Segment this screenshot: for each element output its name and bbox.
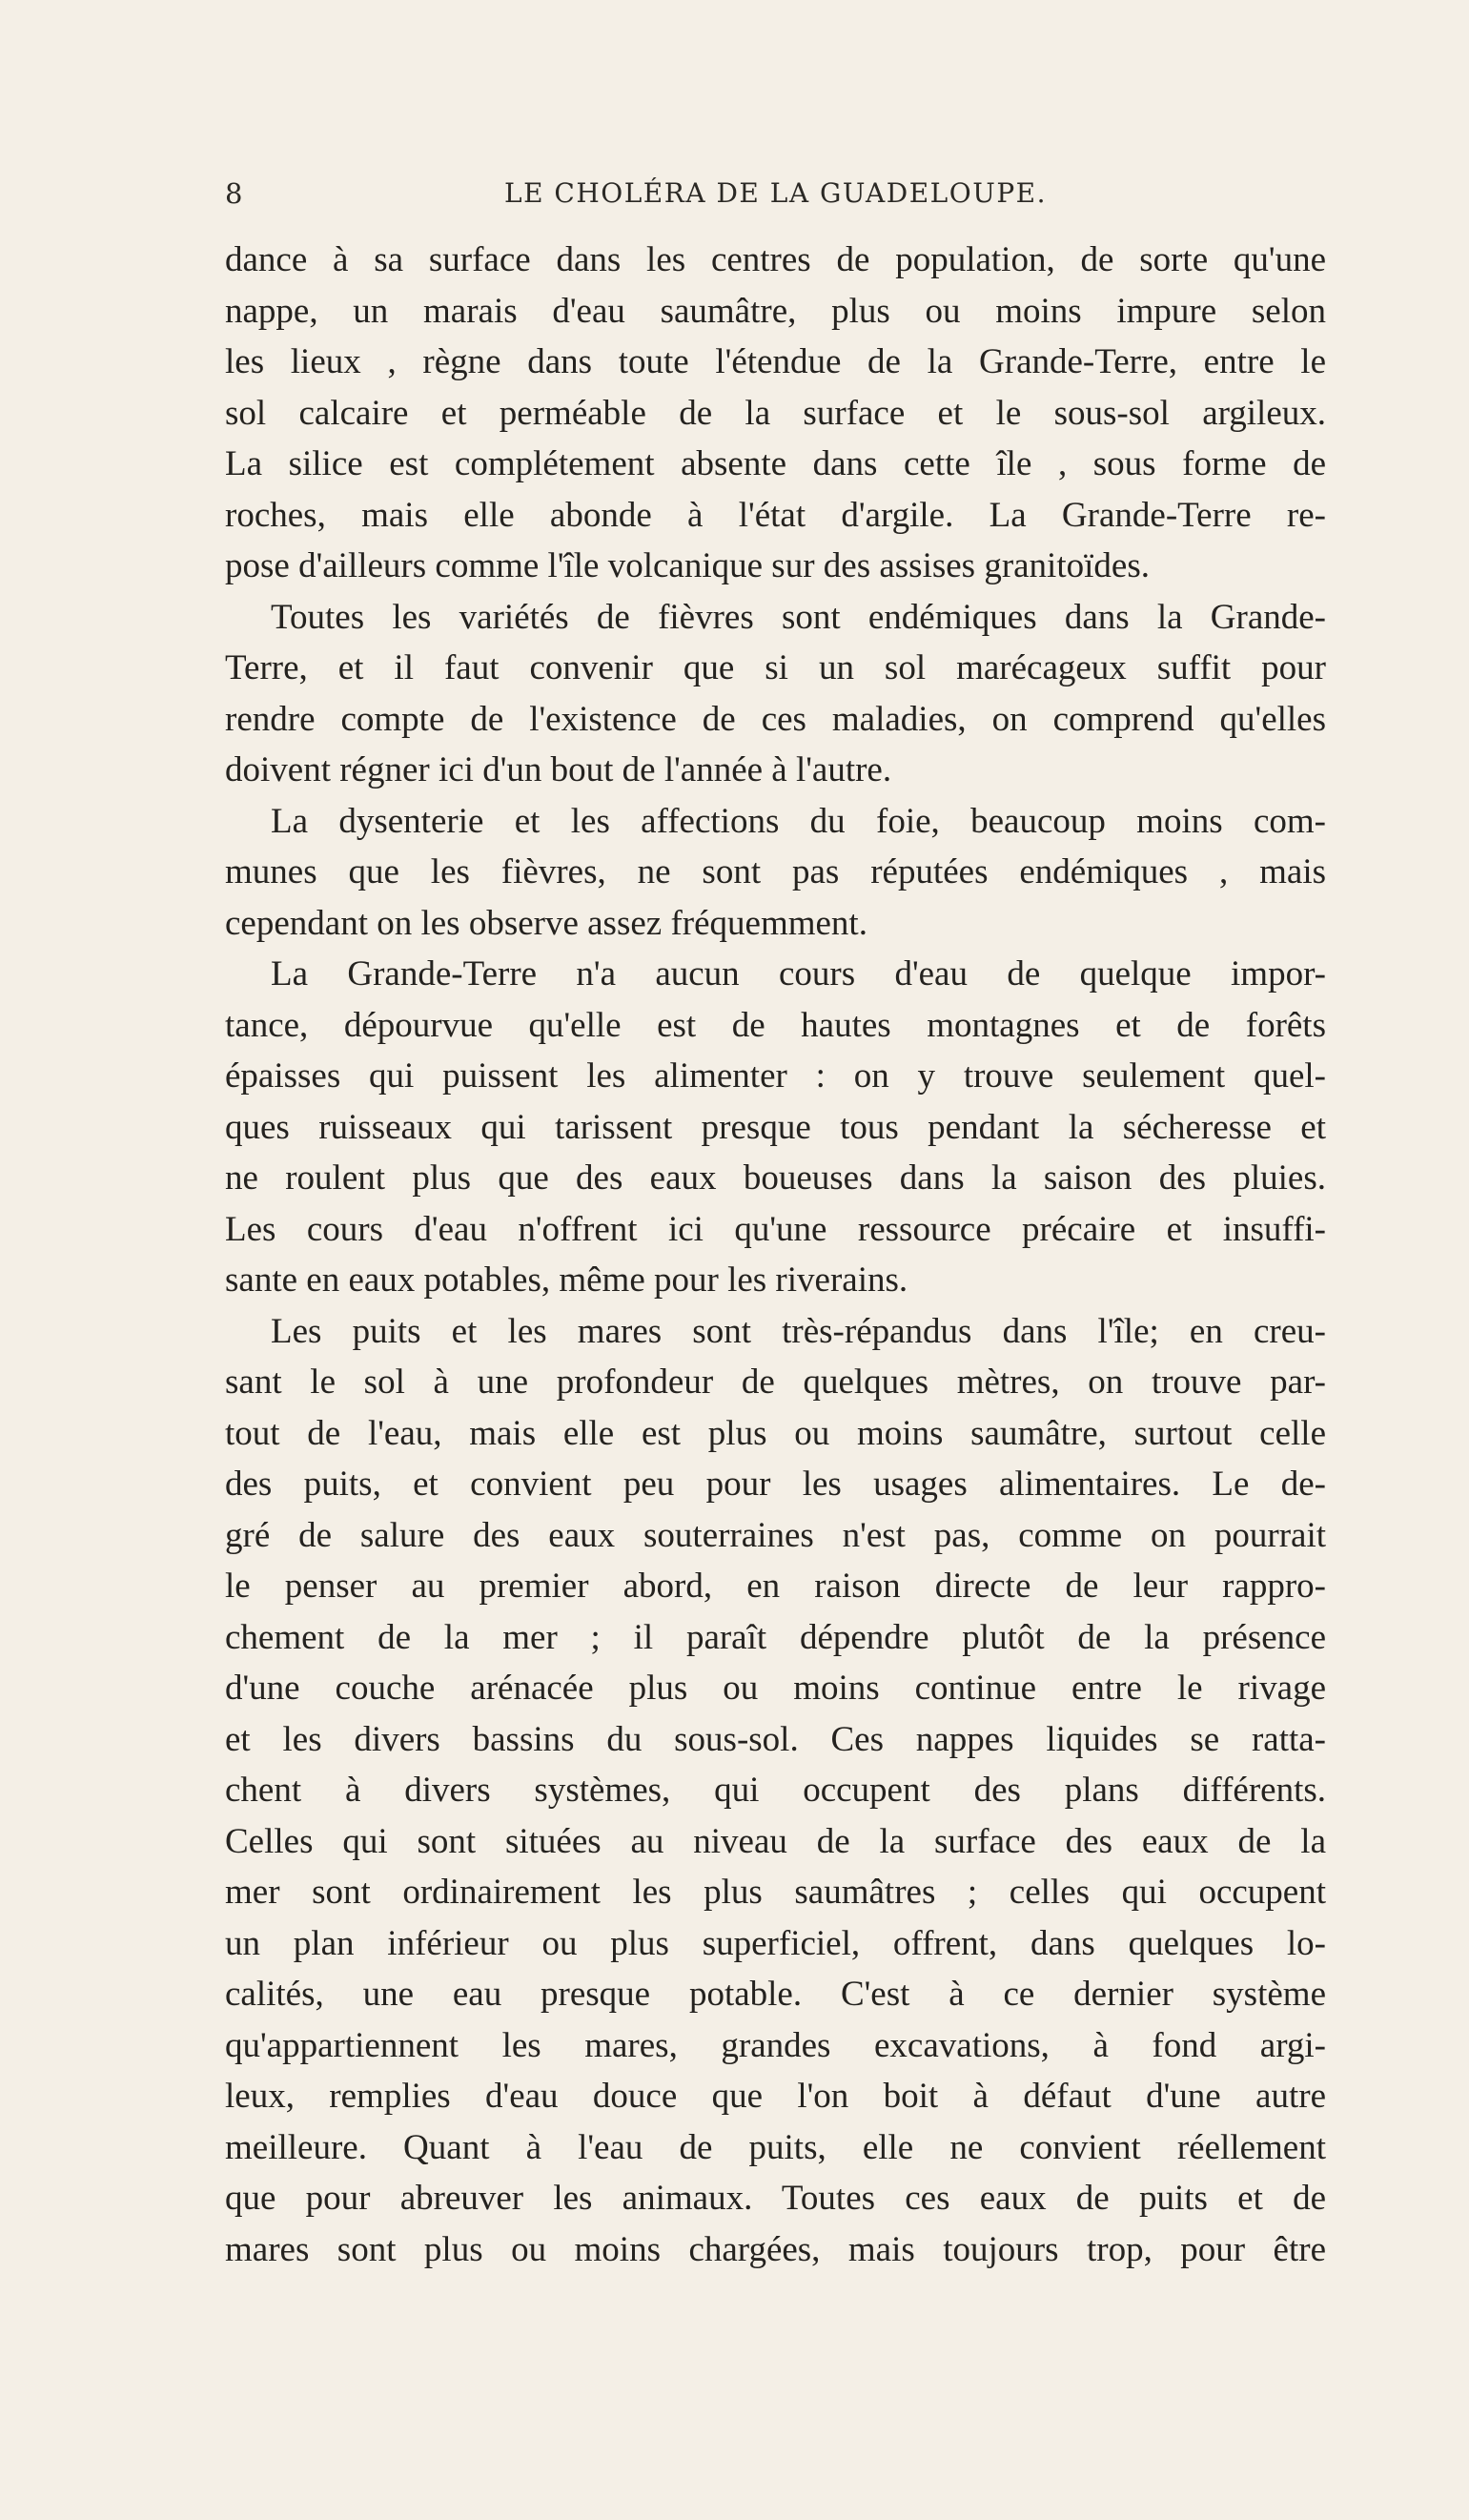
text-line: leux, remplies d'eau douce que l'on boit à défaut d'une autre [225,2077,1326,2116]
text-line: tout de l'eau, mais elle est plus ou moins saumâtre, surtout celle [225,1413,1326,1453]
text-line: Celles qui sont situées au niveau de la surface des eaux de la [225,1821,1326,1861]
text-line: épaisses qui puissent les alimenter : on y trouve seulement quel- [225,1056,1326,1096]
body-text [225,235,1326,2275]
text-line: Les cours d'eau n'offrent ici qu'une ressource précaire et insuffi- [225,1209,1326,1249]
text-line: cependant on les observe assez fréquemment. [225,903,867,943]
running-title: LE CHOLÉRA DE LA GUADELOUPE. [503,177,1047,209]
text-line: sol calcaire et perméable de la surface et le sous-sol argileux. [225,393,1326,433]
text-line: Toutes les variétés de fièvres sont endémiques dans la Grande- [271,597,1326,637]
text-line: chent à divers systèmes, qui occupent des plans différents. [225,1771,1326,1810]
page-header [225,177,1326,221]
text-line: des puits, et convient peu pour les usages alimentaires. Le de- [225,1465,1326,1504]
text-line: rendre compte de l'existence de ces maladies, on comprend qu'elles [225,699,1326,739]
text-line: que pour abreuver les animaux. Toutes ces eaux de puits et de [225,2179,1326,2218]
text-line: tance, dépourvue qu'elle est de hautes montagnes et de forêts [225,1005,1326,1045]
text-line: La silice est complétement absente dans cette île , sous forme de [225,444,1326,483]
text-line: un plan inférieur ou plus superficiel, offrent, dans quelques lo- [225,1923,1326,1963]
text-line: qu'appartiennent les mares, grandes excavations, à fond argi- [225,2025,1326,2065]
text-line: doivent régner ici d'un bout de l'année à l'autre. [225,750,892,789]
text-line: ne roulent plus que des eaux boueuses dans la saison des pluies. [225,1158,1326,1198]
text-line: pose d'ailleurs comme l'île volcanique sur des assises granitoïdes. [225,546,1150,585]
text-line: meilleure. Quant à l'eau de puits, elle ne convient réellement [225,2127,1326,2167]
text-line: Terre, et il faut convenir que si un sol marécageux suffit pour [225,648,1326,687]
text-line: d'une couche arénacée plus ou moins continue entre le rivage [225,1669,1326,1708]
text-line: dance à sa surface dans les centres de population, de sorte qu'une [225,240,1326,279]
text-line: La Grande-Terre n'a aucun cours d'eau de quelque impor- [271,954,1326,994]
text-line: nappe, un marais d'eau saumâtre, plus ou moins impure selon [225,291,1326,331]
text-line: sante en eaux potables, même pour les riverains. [225,1260,908,1300]
text-line: ques ruisseaux qui tarissent presque tous pendant la sécheresse et [225,1107,1326,1147]
text-line: les lieux , règne dans toute l'étendue de la Grande-Terre, entre le [225,342,1326,381]
text-line: mer sont ordinairement les plus saumâtres ; celles qui occupent [225,1873,1326,1912]
text-line: munes que les fièvres, ne sont pas réputées endémiques , mais [225,852,1326,891]
text-line: sant le sol à une profondeur de quelques mètres, on trouve par- [225,1362,1326,1402]
page-number: 8 [225,177,243,210]
text-line: La dysenterie et les affections du foie, beaucoup moins com- [271,801,1326,841]
text-line: calités, une eau presque potable. C'est à ce dernier système [225,1975,1326,2014]
text-line: roches, mais elle abonde à l'état d'argile. La Grande-Terre re- [225,495,1326,535]
text-line: et les divers bassins du sous-sol. Ces nappes liquides se ratta- [225,1719,1326,1759]
text-line: le penser au premier abord, en raison directe de leur rappro- [225,1567,1326,1606]
text-line: mares sont plus ou moins chargées, mais toujours trop, pour être [225,2229,1326,2269]
text-line: gré de salure des eaux souterraines n'est pas, comme on pourrait [225,1515,1326,1555]
text-line: Les puits et les mares sont très-répandus dans l'île; en creu- [271,1311,1326,1351]
text-line: chement de la mer ; il paraît dépendre plutôt de la présence [225,1617,1326,1657]
